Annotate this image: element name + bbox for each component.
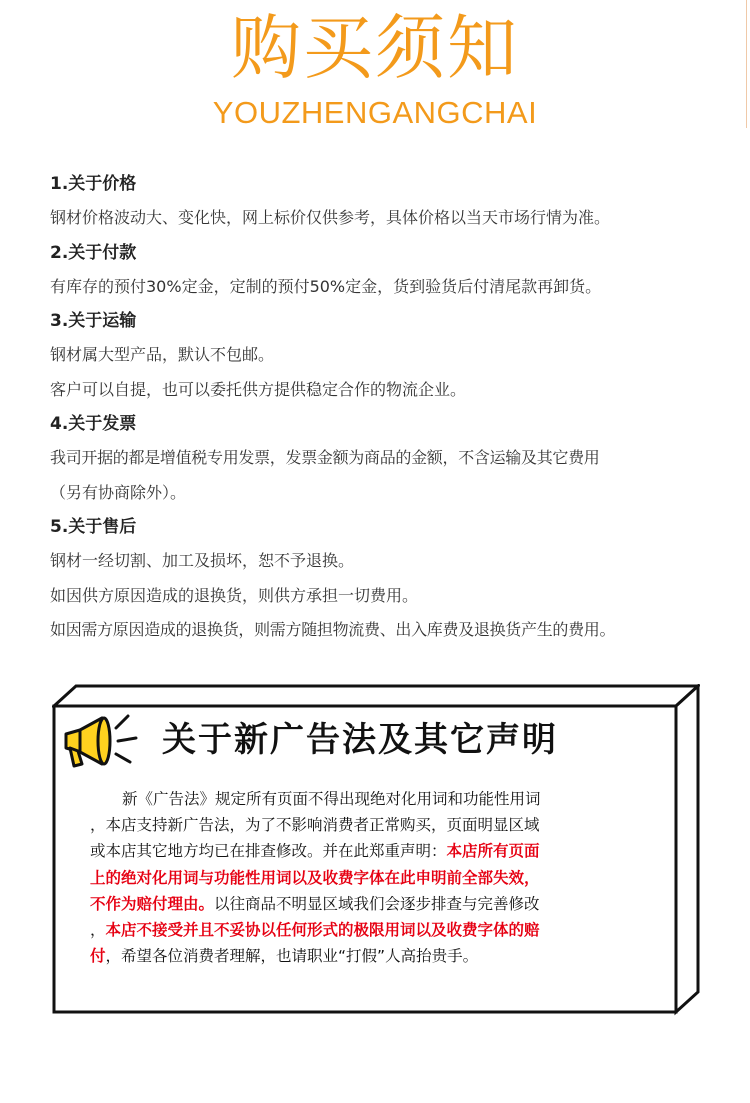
- notice-warning-text: 本店不接受并且不妥协以任何形式的极限用词以及收费字体的赔: [105, 921, 540, 940]
- section-text: 如因需方原因造成的退换货，则需方随担物流费、出入库费及退换货产生的费用。: [50, 620, 616, 639]
- section-text: 客户可以自提，也可以委托供方提供稳定合作的物流企业。: [50, 379, 467, 399]
- section-text: 如因供方原因造成的退换货，则供方承担一切费用。: [50, 585, 419, 605]
- section-after-sales: [50, 510, 740, 648]
- section-heading: 5.关于售后: [50, 517, 137, 537]
- notice-body: [90, 786, 638, 969]
- ad-law-notice-box: [52, 684, 700, 1016]
- section-payment: [50, 236, 740, 305]
- section-text: （另有协商除外）。: [50, 482, 187, 502]
- notice-warning-text: 本店所有页面: [446, 842, 540, 861]
- section-invoice: [50, 407, 740, 510]
- notice-line: [90, 943, 638, 969]
- notice-warning-text: 付: [90, 947, 106, 966]
- section-price: [50, 167, 740, 236]
- section-text: 钢材价格波动大、变化快，网上标价仅供参考，具体价格以当天市场行情为准。: [50, 208, 611, 227]
- purchase-notes: [50, 167, 740, 648]
- section-text: 钢材属大型产品，默认不包邮。: [50, 345, 275, 364]
- notice-text: 或本店其它地方均已在排查修改。并在此郑重声明：: [90, 842, 447, 861]
- notice-text: ，希望各位消费者理解，也请职业“打假”人高抬贵手。: [105, 947, 479, 966]
- notice-text: ，: [90, 921, 106, 940]
- notice-title: 关于新广告法及其它声明: [162, 720, 558, 760]
- notice-line: [90, 891, 638, 917]
- notice-warning-text: 不作为赔付理由。: [90, 894, 215, 913]
- section-heading: 2.关于付款: [50, 242, 137, 263]
- notice-text: 以往商品不明显区域我们会逐步排查与完善修改: [214, 894, 540, 913]
- section-text: 有库存的预付30%定金，定制的预付50%定金，货到验货后付清尾款再卸货。: [50, 276, 602, 296]
- page-subtitle: YOUZHENGANGCHAI: [212, 95, 538, 130]
- notice-line: [90, 838, 638, 864]
- section-heading: 1.关于价格: [50, 174, 137, 194]
- megaphone-icon: [58, 708, 142, 772]
- page-title: 购买须知: [231, 7, 519, 89]
- notice-line: ，本店支持新广告法，为了不影响消费者正常购买，页面明显区域: [90, 816, 540, 835]
- section-heading: 4.关于发票: [50, 414, 137, 434]
- section-text: 我司开据的都是增值税专用发票，发票金额为商品的金额，不含运输及其它费用: [50, 448, 600, 467]
- notice-warning-line: 上的绝对化用词与功能性用词以及收费字体在此申明前全部失效，: [90, 868, 540, 887]
- notice-line: 新《广告法》规定所有页面不得出现绝对化用词和功能性用词: [122, 790, 541, 808]
- section-text: 钢材一经切割、加工及损坏，恕不予退换。: [50, 551, 355, 570]
- section-shipping: [50, 304, 740, 407]
- notice-line: [90, 917, 638, 943]
- section-heading: 3.关于运输: [50, 311, 137, 331]
